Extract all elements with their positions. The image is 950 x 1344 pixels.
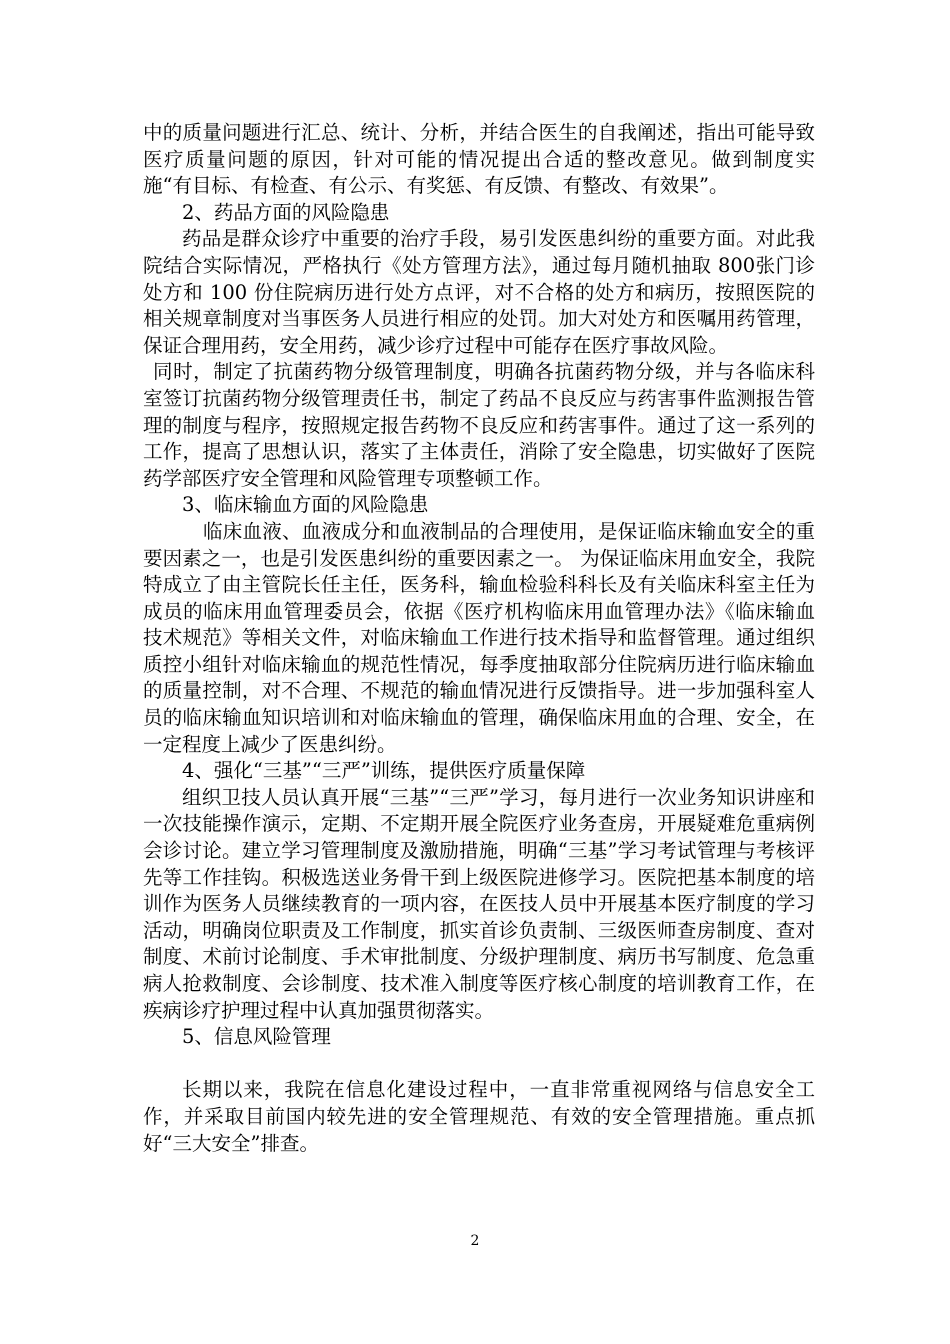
paragraph-antibiotic-management: 同时，制定了抗菌药物分级管理制度，明确各抗菌药物分级，并与各临床科室签订抗菌药物分级管理责任书，制定了药品不良反应与药害事件监测报告管理的制度与程序，按照规定报告药物不良反应和药害事件。通过了这一系列的工作，提高了思想认识，落实了主体责任，消除了安全隐患，切实做好了医院药学部医疗安全管理和风险管理专项整顿工作。 [143,360,815,490]
section-heading-training: 4、强化“三基”“三严”训练，提供医疗质量保障 [182,759,586,783]
paragraph-quality-problems: 中的质量问题进行汇总、统计、分析，并结合医生的自我阐述，指出可能导致医疗质量问题的原因，针对可能的情况提出合适的整改意见。做到制度实施“有目标、有检查、有公示、有奖惩、有反馈、有整改、有效果”。 [143,121,815,198]
paragraph-drug-risk: 药品是群众诊疗中重要的治疗手段，易引发医患纠纷的重要方面。对此我院结合实际情况，严格执行《处方管理方法》，通过每月随机抽取 800张门诊处方和 100 份住院病历进行处方点评，对不合格的处方和病历，按照医院的相关规章制度对当事医务人员进行相应的处罚。加大对处方和医嘱用药管理，保证合理用药，安全用药，减少诊疗过程中可能存在医疗事故风险。 [143,227,815,357]
paragraph-information-security: 长期以来，我院在信息化建设过程中，一直非常重视网络与信息安全工作，并采取目前国内较先进的安全管理规范、有效的安全管理措施。重点抓好“三大安全”排查。 [143,1078,815,1155]
section-heading-transfusion-risk: 3、临床输血方面的风险隐患 [182,493,429,517]
section-heading-information-risk: 5、信息风险管理 [182,1025,331,1049]
section-heading-drug-risk: 2、药品方面的风险隐患 [182,200,390,224]
page-number: 2 [470,1233,480,1249]
document-body [143,120,815,1157]
paragraph-transfusion-risk: 临床血液、血液成分和血液制品的合理使用，是保证临床输血安全的重要因素之一，也是引发医患纠纷的重要因素之一。 为保证临床用血安全，我院特成立了由主管院长任主任，医务科，输血检验科科长及有关临床科室主任为成员的临床用血管理委员会，依据《医疗机构临床用血管理办法》《临床输血技术规范》等相关文件，对临床输血工作进行技术指导和监督管理。通过组织质控小组针对临床输血的规范性情况，每季度抽取部分住院病历进行临床输血的质量控制，对不合理、不规范的输血情况进行反馈指导。进一步加强科室人员的临床输血知识培训和对临床输血的管理，确保临床用血的合理、安全，在一定程度上减少了医患纠纷。 [143,519,815,756]
paragraph-training: 组织卫技人员认真开展“三基”“三严”学习，每月进行一次业务知识讲座和一次技能操作演示，定期、不定期开展全院医疗业务查房，开展疑难危重病例会诊讨论。建立学习管理制度及激励措施，明确“三基”学习考试管理与考核评先等工作挂钩。积极选送业务骨干到上级医院进修学习。医院把基本制度的培训作为医务人员继续教育的一项内容，在医技人员中开展基本医疗制度的学习活动，明确岗位职责及工作制度，抓实首诊负责制、三级医师查房制度、查对制度、术前讨论制度、手术审批制度、分级护理制度、病历书写制度、危急重病人抢救制度、会诊制度、技术准入制度等医疗核心制度的培训教育工作，在疾病诊疗护理过程中认真加强贯彻落实。 [143,785,815,1022]
